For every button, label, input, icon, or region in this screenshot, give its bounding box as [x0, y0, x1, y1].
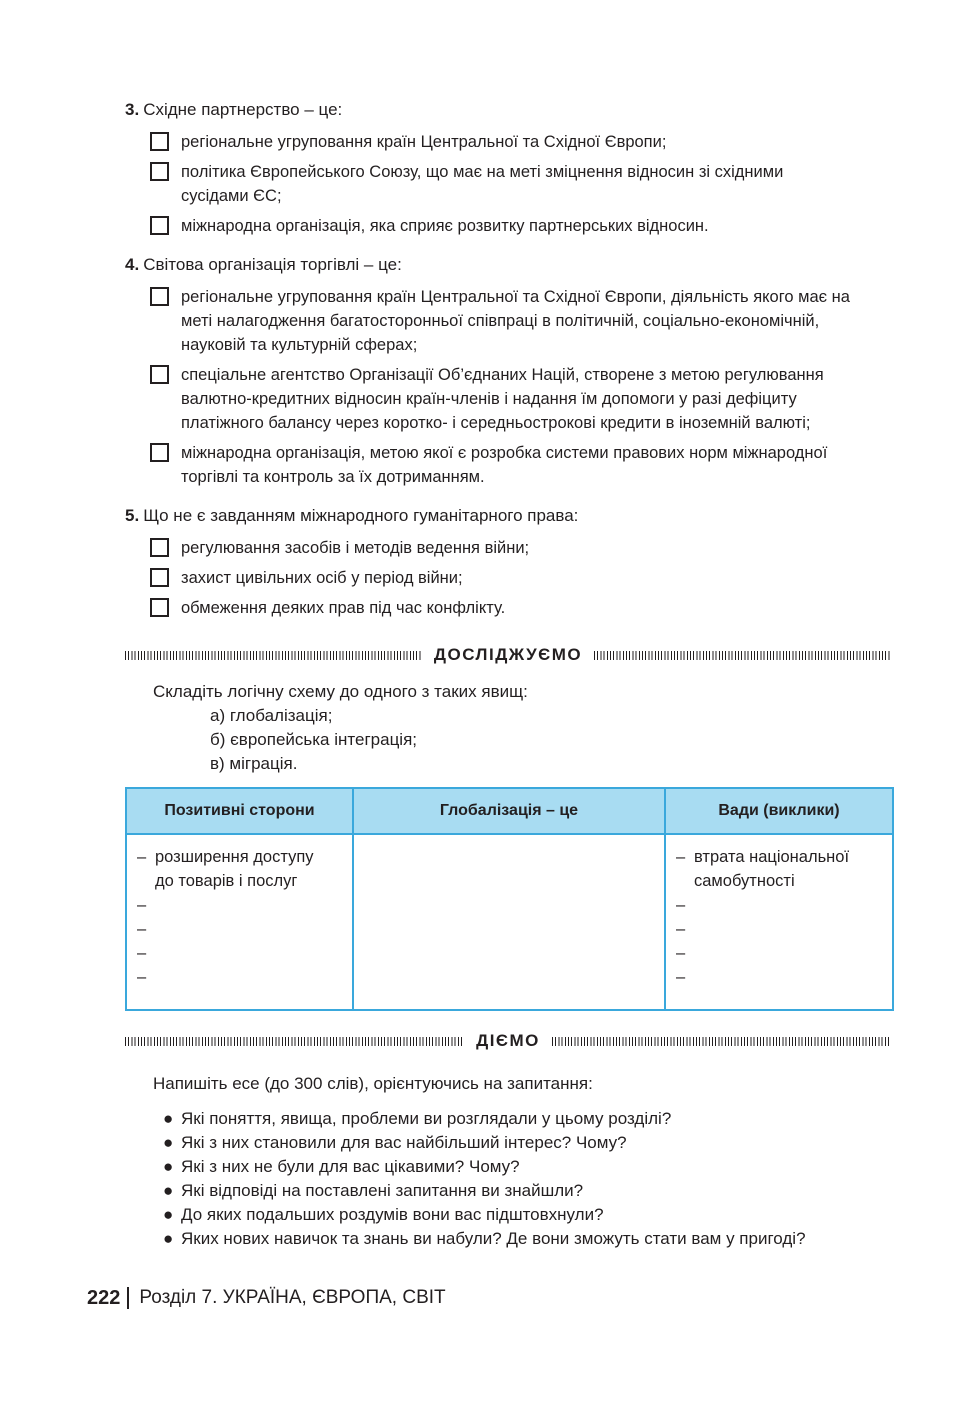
option-line: спеціальне агентство Організації Об’єднаних Націй, створене з метою регулювання [181, 366, 824, 384]
header-challenges: Вади (виклики) [665, 788, 893, 834]
question-number: 5. [125, 506, 140, 525]
option-line: сусідами ЄС; [181, 187, 282, 205]
section-title: Розділ 7. УКРАЇНА, ЄВРОПА, СВІТ [139, 1287, 446, 1308]
answer-checkbox[interactable] [150, 365, 169, 384]
list-item [137, 941, 344, 965]
list-item [676, 893, 884, 917]
question-text: Світова організація торгівлі – це: [143, 255, 402, 274]
list-item [163, 1131, 806, 1155]
bullet-text: Які відповіді на поставлені запитання ви знайшли? [181, 1181, 584, 1200]
bullet-icon: ● [163, 1229, 174, 1248]
answer-option [150, 285, 895, 357]
item-line [694, 941, 884, 965]
bullet-text: Які з них не були для вас цікавими? Чому? [181, 1157, 520, 1176]
question-number: 4. [125, 255, 140, 274]
option-line: платіжного балансу через коротко- і середньострокові кредити в іноземній валюті; [181, 414, 811, 432]
list-item [137, 893, 344, 917]
positive-cell[interactable] [126, 834, 353, 1010]
bullet-text: Яких нових навичок та знань ви набули? Де вони зможуть стати вам у пригоді? [181, 1229, 806, 1248]
divider-hatch [552, 1037, 891, 1046]
research-block [153, 680, 528, 776]
section-divider-action [125, 1030, 891, 1052]
challenges-cell[interactable] [665, 834, 893, 1010]
list-item [163, 1107, 806, 1131]
option-line: науковій та культурній сферах; [181, 336, 418, 354]
bullet-icon: ● [163, 1205, 174, 1224]
list-item [163, 1203, 806, 1227]
answer-option [150, 214, 895, 238]
logic-schema-table [125, 787, 894, 1011]
answer-option [150, 596, 895, 620]
answer-option [150, 441, 895, 489]
answer-checkbox[interactable] [150, 598, 169, 617]
answer-checkbox[interactable] [150, 287, 169, 306]
item-line [694, 917, 884, 941]
divider-hatch [125, 651, 422, 660]
bullet-text: Які з них становили для вас найбільший інтерес? Чому? [181, 1133, 627, 1152]
question-text: Що не є завданням міжнародного гуманітарного права: [143, 506, 579, 525]
item-line [694, 965, 884, 989]
item-line [155, 893, 344, 917]
dash-marker: – [676, 896, 686, 914]
answer-checkbox[interactable] [150, 568, 169, 587]
list-item [676, 917, 884, 941]
answer-option [150, 536, 895, 560]
list-item [676, 941, 884, 965]
list-item [163, 1155, 806, 1179]
question-4 [125, 254, 895, 489]
dash-marker: – [676, 920, 686, 938]
research-intro: Складіть логічну схему до одного з таких явищ: [153, 682, 528, 701]
dash-marker: – [137, 920, 147, 938]
dash-marker: – [137, 968, 147, 986]
dash-marker: – [676, 848, 686, 866]
section-heading: ДОСЛІДЖУЄМО [433, 645, 583, 664]
option-line: міжнародна організація, яка сприяє розвитку партнерських відносин. [181, 217, 709, 235]
item-line [155, 941, 344, 965]
answer-option [150, 160, 895, 208]
answer-option [150, 130, 895, 154]
list-item [137, 917, 344, 941]
page-footer [87, 1285, 446, 1311]
essay-intro: Напишіть есе (до 300 слів), орієнтуючись на запитання: [153, 1074, 593, 1093]
table-row [126, 834, 893, 1010]
answer-checkbox[interactable] [150, 538, 169, 557]
bullet-icon: ● [163, 1157, 174, 1176]
list-item [163, 1227, 806, 1251]
list-item [676, 965, 884, 989]
answer-option [150, 566, 895, 590]
essay-questions [163, 1107, 806, 1251]
research-item: б) європейська інтеграція; [210, 730, 418, 749]
page-number: 222 [87, 1287, 121, 1309]
answer-checkbox[interactable] [150, 162, 169, 181]
item-line: втрата національної [694, 848, 850, 866]
list-item [676, 845, 884, 893]
question-title [125, 254, 895, 276]
research-item: а) глобалізація; [210, 706, 333, 725]
header-definition: Глобалізація – це [353, 788, 665, 834]
item-line [155, 965, 344, 989]
dash-marker: – [676, 944, 686, 962]
dash-marker: – [137, 896, 147, 914]
question-text: Східне партнерство – це: [143, 100, 343, 119]
question-number: 3. [125, 100, 140, 119]
option-line: захист цивільних осіб у період війни; [181, 569, 463, 587]
list-item [137, 965, 344, 989]
option-line: регулювання засобів і методів ведення війни; [181, 539, 530, 557]
question-5 [125, 505, 895, 620]
answer-checkbox[interactable] [150, 216, 169, 235]
answer-option [150, 363, 895, 435]
dash-marker: – [137, 944, 147, 962]
option-line: регіональне угруповання країн Центральної та Східної Європи, діяльність якого має на [181, 288, 850, 306]
divider-hatch [594, 651, 891, 660]
definition-cell[interactable] [353, 834, 665, 1010]
question-3 [125, 99, 895, 238]
research-item: в) міграція. [210, 754, 298, 773]
option-line: політика Європейського Союзу, що має на меті зміцнення відносин зі східними [181, 163, 784, 181]
bullet-text: Які поняття, явища, проблеми ви розглядали у цьому розділі? [181, 1109, 672, 1128]
dash-marker: – [676, 968, 686, 986]
option-line: регіональне угруповання країн Центральної та Східної Європи; [181, 133, 667, 151]
item-line [155, 917, 344, 941]
dash-marker: – [137, 848, 147, 866]
option-line: меті налагодження багатосторонньої співпраці в політичній, соціально-економічній, [181, 312, 820, 330]
question-title [125, 99, 895, 121]
footer-separator [127, 1287, 129, 1309]
section-divider-research [125, 644, 891, 666]
option-line: міжнародна організація, метою якої є розробка системи правових норм міжнародної [181, 444, 828, 462]
list-item [163, 1179, 806, 1203]
table-header-row [126, 788, 893, 834]
answer-checkbox[interactable] [150, 443, 169, 462]
option-line: обмеження деяких прав під час конфлікту. [181, 599, 506, 617]
item-line: самобутності [694, 872, 795, 890]
item-line [694, 893, 884, 917]
answer-checkbox[interactable] [150, 132, 169, 151]
bullet-icon: ● [163, 1109, 174, 1128]
item-line: розширення доступу [155, 848, 314, 866]
research-list [153, 704, 528, 776]
list-item [137, 845, 344, 893]
question-title [125, 505, 895, 527]
header-positive: Позитивні сторони [126, 788, 353, 834]
bullet-icon: ● [163, 1133, 174, 1152]
option-line: торгівлі та контроль за їх дотриманням. [181, 468, 485, 486]
item-line: до товарів і послуг [155, 872, 298, 890]
option-line: валютно-кредитних відносин країн-членів і надання їм допомоги у разі дефіциту [181, 390, 797, 408]
bullet-icon: ● [163, 1181, 174, 1200]
divider-hatch [125, 1037, 464, 1046]
bullet-text: До яких подальших роздумів вони вас підштовхнули? [181, 1205, 604, 1224]
section-heading: ДІЄМО [476, 1031, 540, 1050]
